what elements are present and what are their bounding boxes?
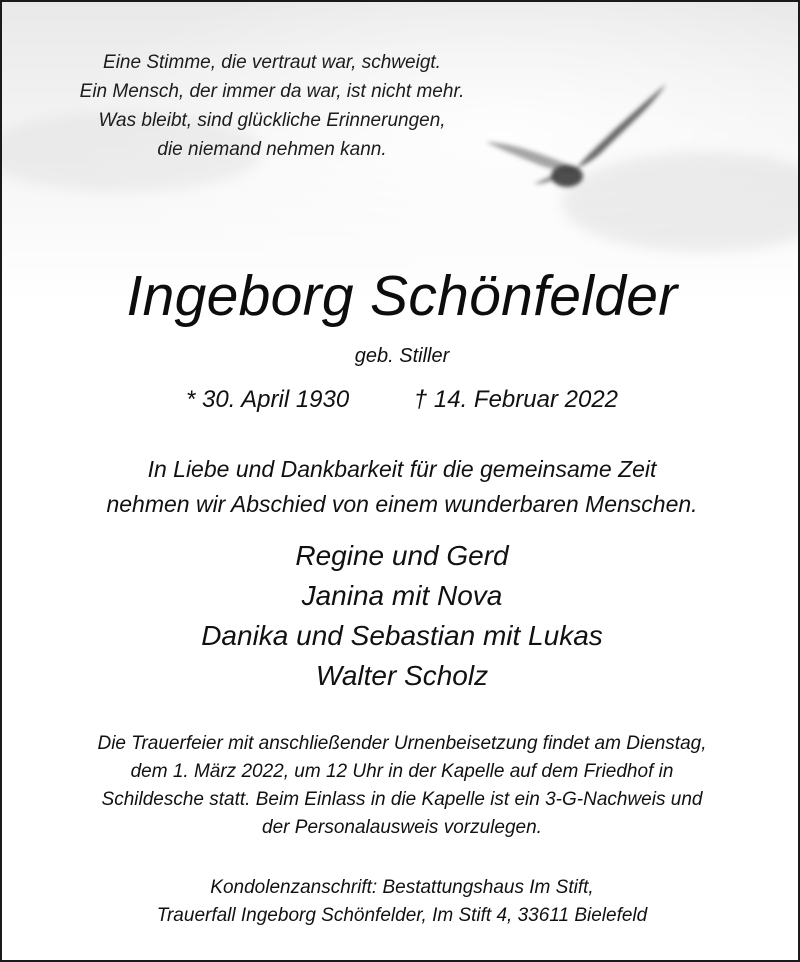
mourner-entry: Danika und Sebastian mit Lukas [201,620,603,651]
mourner-entry: Janina mit Nova [301,580,503,611]
mourner-entry: Regine und Gerd [295,540,509,571]
condolence-address [2,874,800,930]
poem-line: die niemand nehmen kann. [157,139,387,160]
deceased-name: Ingeborg Schönfelder [126,264,678,328]
life-dates [2,382,800,418]
condolence-line: Trauerfall Ingeborg Schönfelder, Im Stift 4, 33611 Bielefeld [156,905,648,926]
poem-line: Was bleibt, sind glückliche Erinnerungen, [98,110,446,131]
mourners-list [2,536,800,696]
details-line: Schildesche statt. Beim Einlass in die Kapelle ist ein 3-G-Nachweis und [101,789,703,810]
farewell-line: nehmen wir Abschied von einem wunderbaren Menschen. [106,491,698,517]
death-date: † 14. Februar 2022 [413,386,619,413]
poem-line: Eine Stimme, die vertraut war, schweigt. [103,52,441,73]
poem-line: Ein Mensch, der immer da war, ist nicht mehr. [79,81,465,102]
maiden-name: geb. Stiller [354,345,450,367]
mourner-entry: Walter Scholz [315,660,489,691]
funeral-details [2,730,800,842]
details-line: der Personalausweis vorzulegen. [262,817,542,838]
details-line: dem 1. März 2022, um 12 Uhr in der Kapelle auf dem Friedhof in [130,761,674,782]
farewell-line: In Liebe und Dankbarkeit für die gemeinsame Zeit [147,456,657,482]
details-line: Die Trauerfeier mit anschließender Urnenbeisetzung findet am Dienstag, [97,733,707,754]
birth-date: * 30. April 1930 [185,386,350,413]
farewell-text [2,452,800,522]
condolence-line: Kondolenzanschrift: Bestattungshaus Im Stift, [210,877,594,898]
poem [42,48,502,164]
